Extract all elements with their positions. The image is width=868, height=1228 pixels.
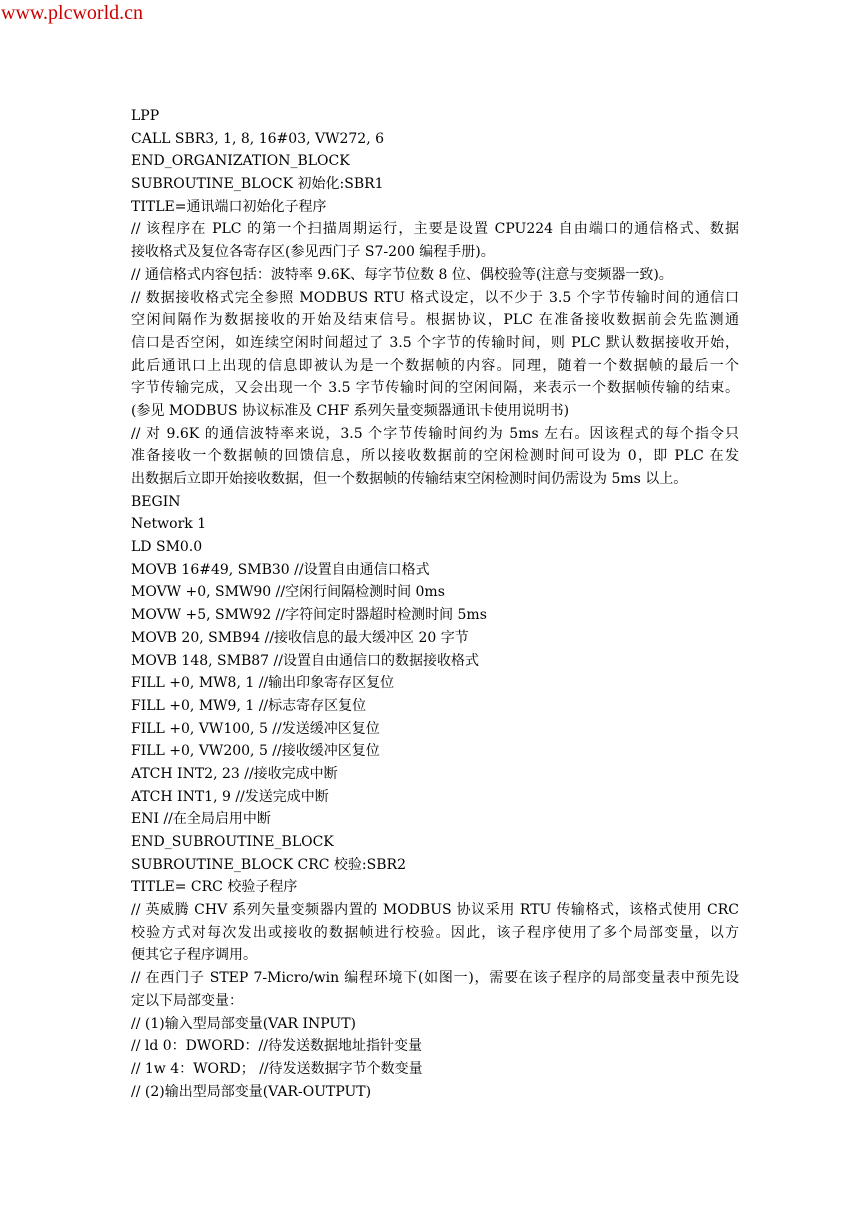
text-line: LD SM0.0 [131, 539, 203, 556]
text-line: 定以下局部变量： [131, 992, 243, 1009]
text-line: SUBROUTINE_BLOCK 初始化:SBR1 [131, 176, 384, 193]
text-line: ATCH INT1, 9 //发送完成中断 [131, 788, 329, 805]
text-line: MOVW +5, SMW92 //字符间定时器超时检测时间 5ms [131, 607, 487, 624]
text-line: MOVB 16#49, SMB30 //设置自由通信口格式 [131, 561, 430, 578]
text-line: LPP [131, 108, 160, 124]
text-line: // 数据接收格式完全参照 MODBUS RTU 格式设定，以不少于 3.5 个字节传输时间的通信口 [131, 289, 739, 306]
document-body [131, 105, 739, 1103]
text-line: // 对 9.6K 的通信波特率来说，3.5 个字节传输时间约为 5ms 左右。因该程式的每个指令只 [131, 425, 739, 442]
text-line: BEGIN [131, 493, 181, 510]
text-line: 信口是否空闲，如连续空闲时间超过了 3.5 个字节的传输时间，则 PLC 默认数据接收开始， [131, 334, 739, 351]
text-line: TITLE= CRC 校验子程序 [131, 879, 298, 896]
text-line: // 在西门子 STEP 7-Micro/win 编程环境下(如图一)，需要在该子程序的局部变量表中预先设 [131, 970, 739, 987]
text-line: SUBROUTINE_BLOCK CRC 校验:SBR2 [131, 856, 406, 873]
text-line: FILL +0, VW100, 5 //发送缓冲区复位 [131, 720, 380, 737]
text-line: // 英威腾 CHV 系列矢量变频器内置的 MODBUS 协议采用 RTU 传输格式，该格式使用 CRC [131, 902, 739, 919]
text-line: FILL +0, MW8, 1 //输出印象寄存区复位 [131, 675, 395, 692]
text-line: Network 1 [131, 516, 207, 533]
text-line: 便其它子程序调用。 [131, 947, 257, 964]
text-line: 空闲间隔作为数据接收的开始及结束信号。根据协议，PLC 在准备接收数据前会先监测通 [131, 312, 739, 329]
text-line: FILL +0, MW9, 1 //标志寄存区复位 [131, 697, 367, 714]
text-line: FILL +0, VW200, 5 //接收缓冲区复位 [131, 743, 380, 760]
watermark-url: www.plcworld.cn [1, 2, 144, 24]
text-line: ENI //在全局启用中断 [131, 811, 271, 828]
text-line: 出数据后立即开始接收数据，但一个数据帧的传输结束空闲检测时间仍需设为 5ms 以上。 [131, 471, 688, 487]
text-line: 此后通讯口上出现的信息即被认为是一个数据帧的内容。同理，随着一个数据帧的最后一个 [131, 357, 739, 374]
text-line: (参见 MODBUS 协议标准及 CHF 系列矢量变频器通讯卡使用说明书) [131, 402, 570, 419]
text-line: 字节传输完成，又会出现一个 3.5 字节传输时间的空闲间隔，来表示一个数据帧传输的结束。 [131, 380, 739, 397]
text-line: MOVB 20, SMB94 //接收信息的最大缓冲区 20 字节 [131, 629, 469, 646]
text-line: // (1)输入型局部变量(VAR INPUT) [131, 1015, 356, 1032]
text-line: // 通信格式内容包括：波特率 9.6K、每字节位数 8 位、偶校验等(注意与变频器一致)。 [131, 266, 673, 283]
text-line: 接收格式及复位各寄存区(参见西门子 S7-200 编程手册)。 [131, 244, 495, 261]
text-line: // ld 0：DWORD：//待发送数据地址指针变量 [131, 1038, 422, 1055]
text-line: // 1w 4：WORD； //待发送数据字节个数变量 [131, 1060, 423, 1077]
text-line: 校验方式对每次发出或接收的数据帧进行校验。因此，该子程序使用了多个局部变量，以方 [131, 924, 739, 941]
text-line: // (2)输出型局部变量(VAR-OUTPUT) [131, 1083, 372, 1100]
text-line: END_ORGANIZATION_BLOCK [131, 153, 350, 170]
text-line: ATCH INT2, 23 //接收完成中断 [131, 765, 338, 782]
text-line: // 该程序在 PLC 的第一个扫描周期运行，主要是设置 CPU224 自由端口的通信格式、数据 [131, 221, 739, 238]
text-line: TITLE=通讯端口初始化子程序 [131, 198, 327, 215]
text-line: 准备接收一个数据帧的回馈信息，所以接收数据前的空闲检测时间可设为 0，即 PLC 在发 [131, 448, 739, 465]
text-line: CALL SBR3, 1, 8, 16#03, VW272, 6 [131, 130, 384, 147]
text-line: MOVB 148, SMB87 //设置自由通信口的数据接收格式 [131, 652, 479, 669]
text-line: END_SUBROUTINE_BLOCK [131, 834, 334, 850]
text-line: MOVW +0, SMW90 //空闲行间隔检测时间 0ms [131, 584, 445, 601]
